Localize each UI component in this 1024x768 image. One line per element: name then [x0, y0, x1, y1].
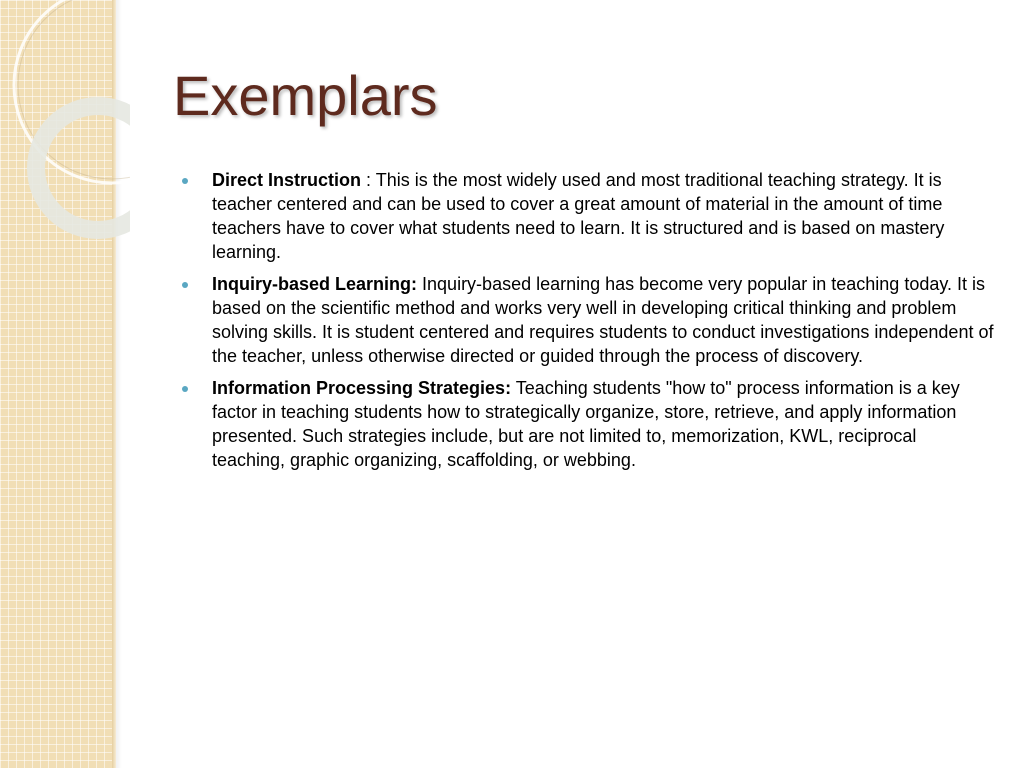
bullet-text: Teaching students "how to" process information is a key factor in teaching students how to strategically organize, store, retrieve, and apply information presented. Such strategies include, but are not limited to, memorization, KWL, reciprocal teaching, graphic organizing, scaffolding, or webbing.	[212, 378, 960, 470]
bullet-item-inquiry-based-learning	[212, 272, 994, 368]
bullet-item-direct-instruction	[212, 168, 994, 264]
bullet-dot-icon	[182, 178, 188, 184]
bullet-item-information-processing	[212, 376, 994, 472]
slide-title: Exemplars	[173, 64, 438, 127]
bullet-text: : This is the most widely used and most traditional teaching strategy. It is teacher centered and can be used to cover a great amount of material in the amount of time teachers have to cover what students need to learn. It is structured and is based on mastery learning.	[212, 170, 945, 262]
bullet-term: Direct Instruction	[212, 170, 362, 190]
bullet-dot-icon	[182, 282, 188, 288]
bullet-term: Inquiry-based Learning:	[212, 274, 418, 294]
decorative-rings	[0, 0, 130, 260]
small-ring	[36, 106, 130, 230]
bullet-list	[212, 168, 994, 480]
bullet-term: Information Processing Strategies:	[212, 378, 512, 398]
bullet-text: Inquiry-based learning has become very popular in teaching today. It is based on the scientific method and works very well in developing critical thinking and problem solving skills. It is student centered and requires students to conduct investigations independent of the teacher, unless otherwise directed or guided through the process of discovery.	[212, 274, 994, 366]
bullet-dot-icon	[182, 386, 188, 392]
